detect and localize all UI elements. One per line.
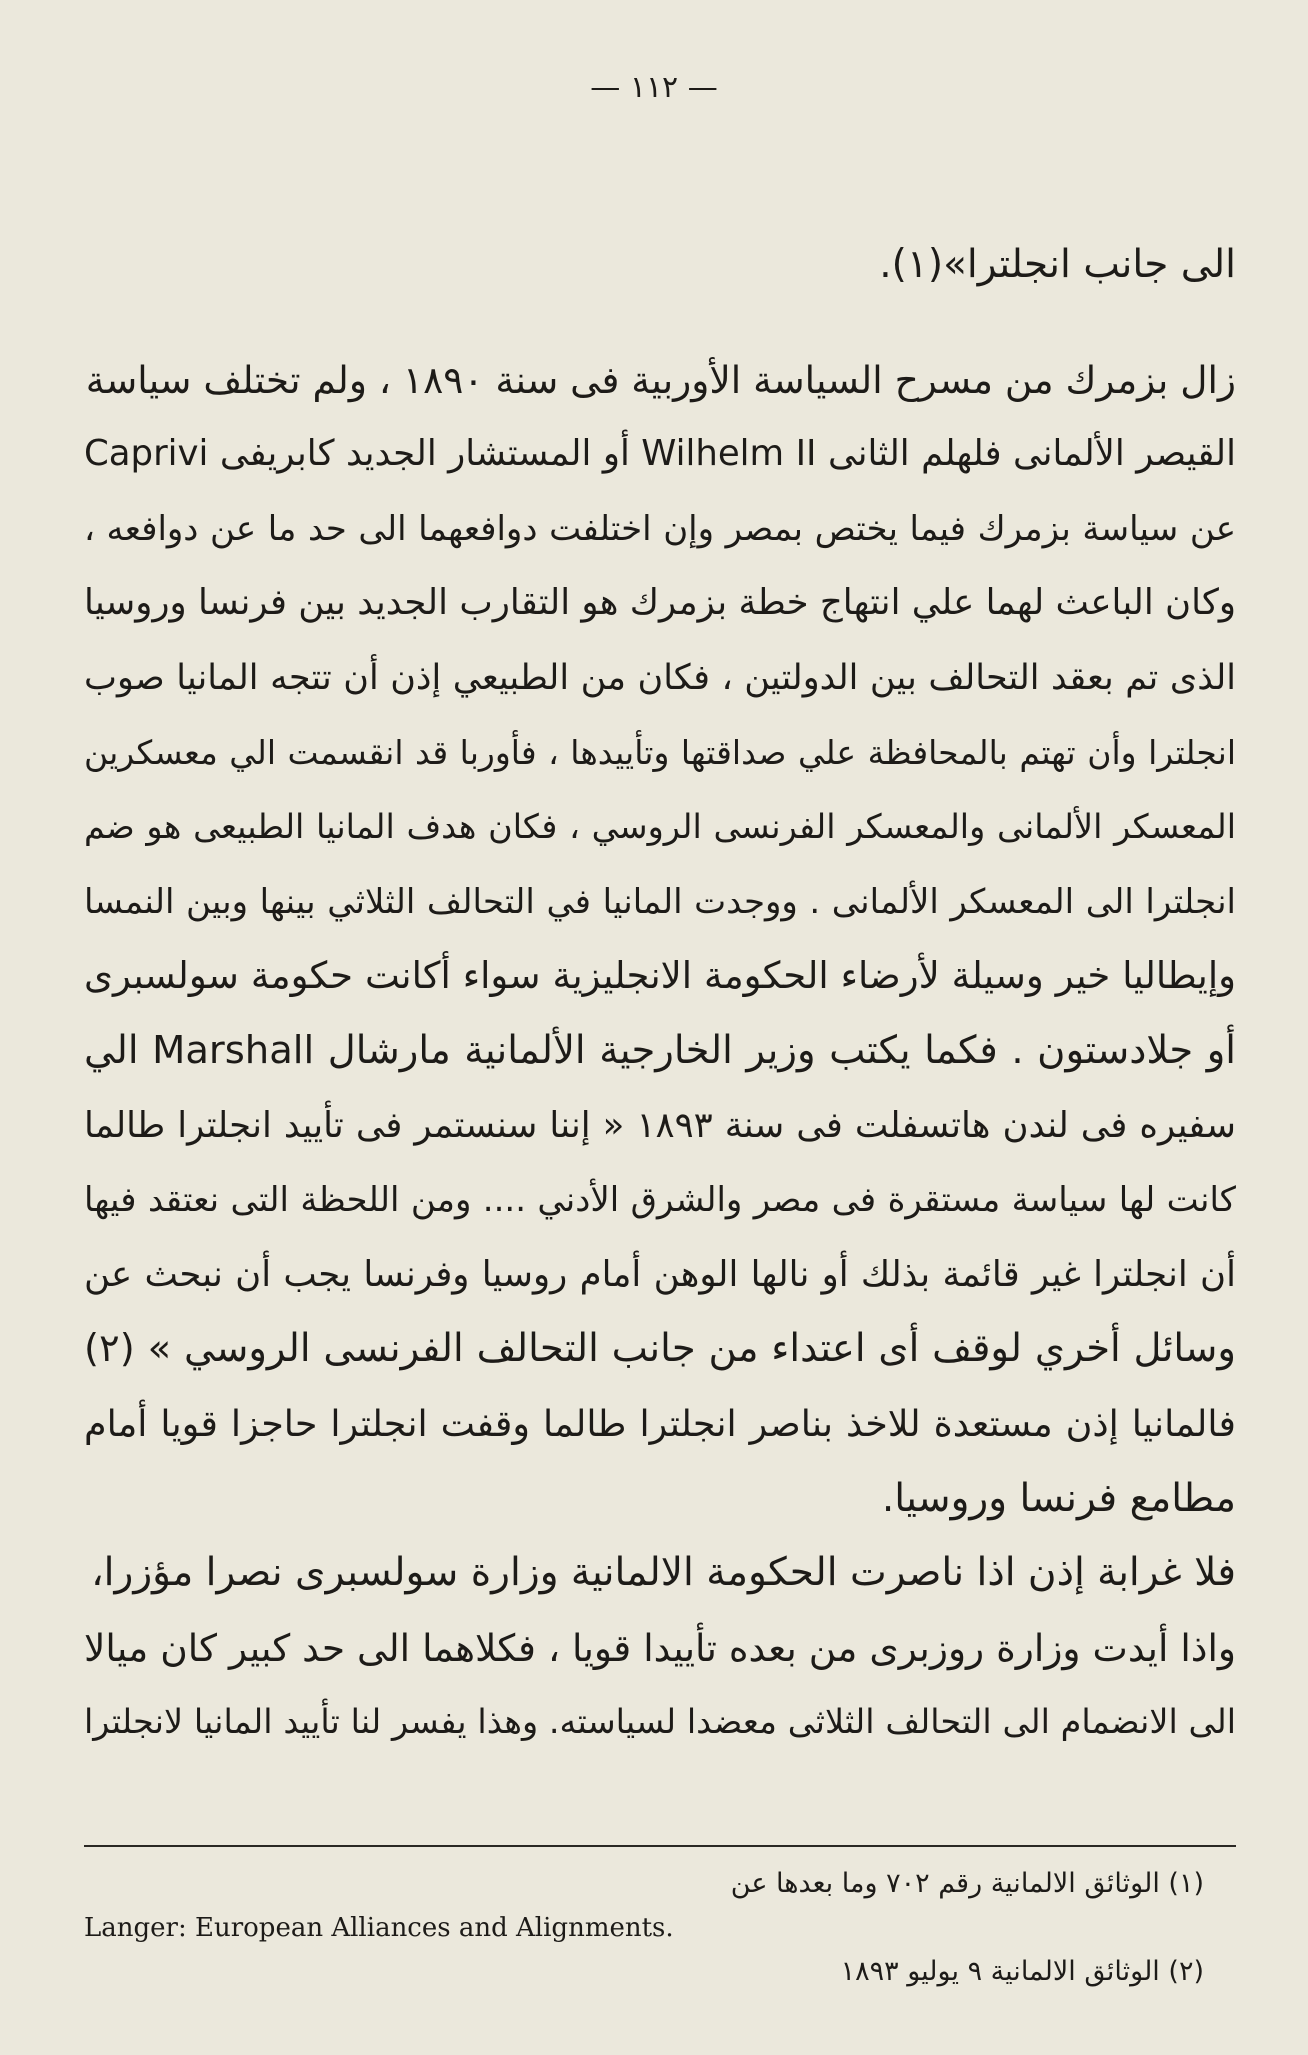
text-line: أو جلادستون . فكما يكتب وزير الخارجية الألمانية مارشال Marshall الي [84,1027,1237,1073]
text-line: كانت لها سياسة مستقرة فى مصر والشرق الأدني .... ومن اللحظة التى نعتقد فيها [84,1180,1236,1221]
text-line: القيصر الألمانى فلهلم الثانى Wilhelm II أو المستشار الجديد كابريفى Caprivi [84,433,1236,475]
text-line: عن سياسة بزمرك فيما يختص بمصر وإن اختلفت دوافعهما الى حد ما عن دوافعه ، [84,508,1236,549]
footnote-divider [84,1845,1236,1847]
paragraph-gap [84,303,1236,343]
footnote-1: (١) الوثائق الالمانية رقم ٧٠٢ وما بعدها عن [730,1868,1204,1899]
text-line: وإيطاليا خير وسيلة لأرضاء الحكومة الانجليزية سواء أكانت حكومة سولسبرى [84,954,1236,998]
text-line: سفيره فى لندن هاتسفلت فى سنة ١٨٩٣ « إننا سنستمر فى تأييد انجلترا طالما [84,1104,1236,1146]
footnotes [84,1860,1204,1996]
text-line: مطامع فرنسا وروسيا. [881,1475,1236,1521]
text-line: فلا غرابة إذن اذا ناصرت الحكومة الالمانية وزارة سولسبرى نصرا مؤزرا، [91,1550,1236,1596]
footnote-1-reference: Langer: European Alliances and Alignments. [84,1913,674,1943]
page-number: — ١١٢ — [590,70,718,105]
text-line: انجلترا الى المعسكر الألمانى . ووجدت المانيا في التحالف الثلاثي بينها وبين النمسا [84,881,1236,922]
body-text [84,228,1236,1760]
text-line: زال بزمرك من مسرح السياسة الأوربية فى سنة ١٨٩٠ ، ولم تختلف سياسة [85,357,1236,402]
text-line: الى جانب انجلترا»(١). [879,242,1236,287]
text-line: وسائل أخري لوقف أى اعتداء من جانب التحالف الفرنسى الروسي » (٢) [84,1326,1236,1372]
text-line: الى الانضمام الى التحالف الثلاثى معضدا لسياسته. وهذا يفسر لنا تأييد المانيا لانجلترا [84,1702,1236,1742]
text-line: واذا أيدت وزارة روزبرى من بعده تأييدا قويا ، فكلاهما الى حد كبير كان ميالا [84,1625,1236,1670]
text-line: الذى تم بعقد التحالف بين الدولتين ، فكان من الطبيعي إذن أن تتجه المانيا صوب [84,657,1236,698]
text-line: فالمانيا إذن مستعدة للاخذ بناصر انجلترا طالما وقفت انجلترا حاجزا قويا أمام [84,1401,1236,1445]
text-line: انجلترا وأن تهتم بالمحافظة علي صداقتها وتأييدها ، فأوربا قد انقسمت الي معسكرين [84,732,1236,772]
text-line: المعسكر الألمانى والمعسكر الفرنسى الروسي ، فكان هدف المانيا الطبيعى هو ضم [84,807,1236,847]
text-line: وكان الباعث لهما علي انتهاج خطة بزمرك هو التقارب الجديد بين فرنسا وروسيا [84,582,1236,624]
text-line: أن انجلترا غير قائمة بذلك أو نالها الوهن أمام روسيا وفرنسا يجب أن نبحث عن [84,1253,1236,1295]
footnote-2: (٢) الوثائق الالمانية ٩ يوليو ١٨٩٣ [840,1956,1204,1987]
